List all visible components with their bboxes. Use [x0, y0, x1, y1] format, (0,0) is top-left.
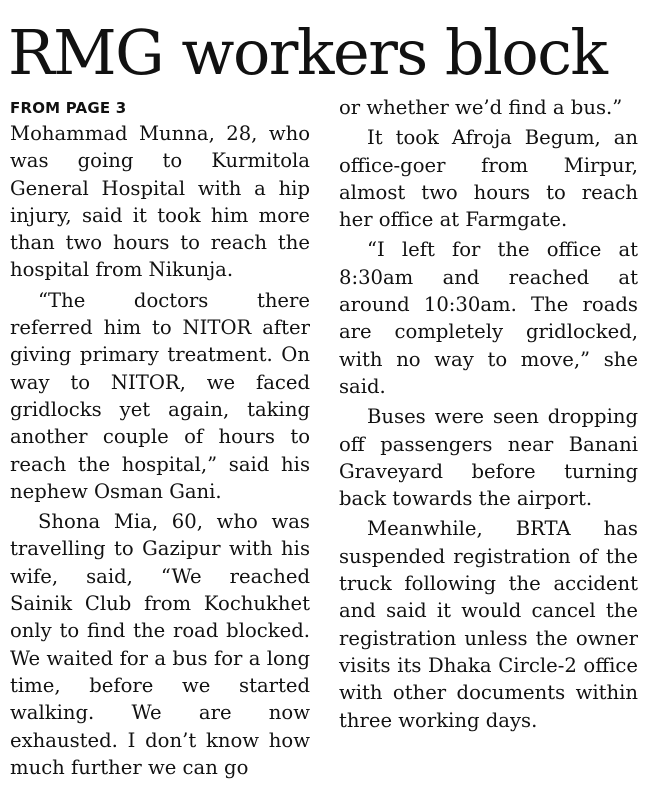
- paragraph: or whether we’d find a bus.”: [339, 96, 623, 119]
- paragraph: It took Afroja Begum, an office-goer from Mirpur, almost two hours to reach her office at Farmgate.: [339, 126, 638, 232]
- article-column-right: [339, 94, 638, 737]
- paragraph: Shona Mia, 60, who was travelling to Gazipur with his wife, said, “We reached Sainik Club from Kochukhet only to find the road blocked. We waited for a bus for a long time, before we started walking. We are now exhausted. I don’t know how much further we can go: [10, 510, 310, 779]
- paragraph: Mohammad Munna, 28, who was going to Kurmitola General Hospital with a hip injury, said it took him more than two hours to reach the hospital from Nikunja.: [10, 122, 310, 282]
- article-column-left: [10, 120, 310, 784]
- paragraph: Meanwhile, BRTA has suspended registration of the truck following the accident and said it would cancel the registration unless the owner visits its Dhaka Circle-2 office with other documents within three working days.: [339, 517, 638, 732]
- headline: RMG workers block: [8, 16, 607, 89]
- paragraph: “I left for the office at 8:30am and reached at around 10:30am. The roads are completely gridlocked, with no way to move,” she said.: [339, 238, 638, 398]
- paragraph: Buses were seen dropping off passengers near Banani Graveyard before turning back towards the airport.: [339, 405, 638, 511]
- continuation-kicker: FROM PAGE 3: [10, 99, 127, 117]
- paragraph: “The doctors there referred him to NITOR after giving primary treatment. On way to NITOR, we faced gridlocks yet again, taking another couple of hours to reach the hospital,” said his nephew Osman Gani.: [10, 288, 310, 503]
